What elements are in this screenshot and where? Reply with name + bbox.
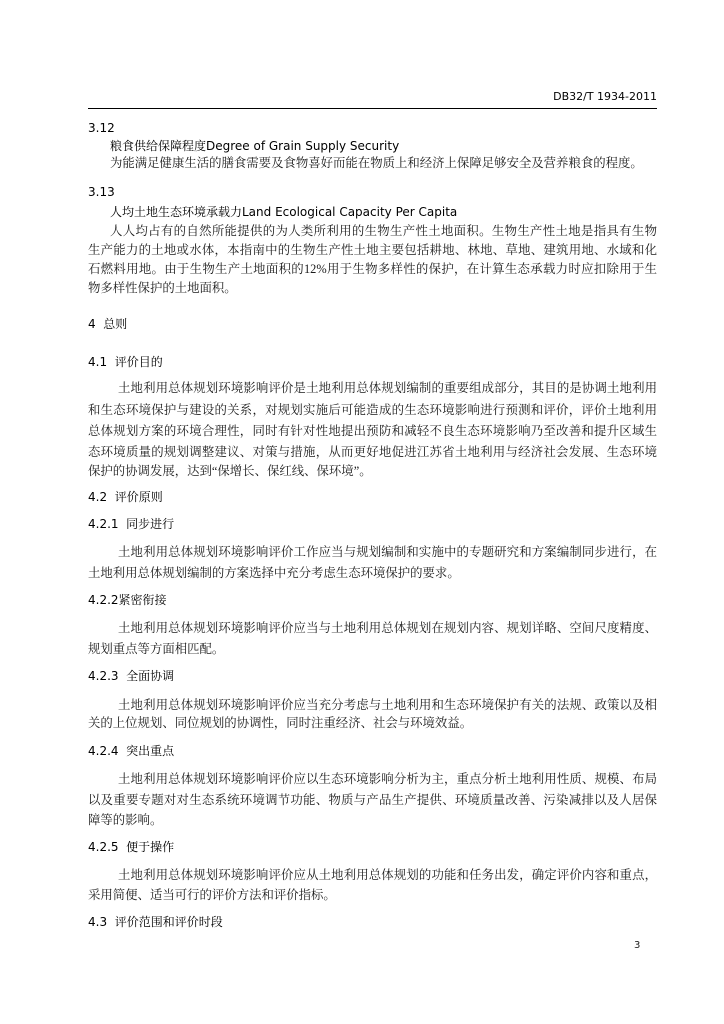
paragraph-line: 规划重点等方面相匹配。 — [88, 642, 225, 656]
header-rule — [88, 108, 657, 109]
paragraph-line: 土地利用总体规划环境影响评价应以生态环境影响分析为主，重点分析土地利用性质、规模、布局 — [118, 772, 657, 786]
paragraph-line: 采用简便、适当可行的评价方法和评价指标。 — [88, 888, 336, 902]
term-definition-line: 生产能力的土地或水体，本指南中的生物生产性土地主要包括耕地、林地、草地、建筑用地、水域和化 — [88, 243, 657, 257]
term-number: 3.13 — [88, 185, 115, 199]
clause-heading: 4.2.2紧密衔接 — [88, 593, 167, 607]
paragraph-line: 土地利用总体规划环境影响评价是土地利用总体规划编制的重要组成部分，其目的是协调土地利用 — [118, 381, 657, 395]
clause-heading: 4.2.5 便于操作 — [88, 840, 175, 854]
clause-heading: 4.2.3 全面协调 — [88, 669, 175, 683]
paragraph-line: 障等的影响。 — [88, 813, 163, 827]
paragraph-line: 总体规划方案的环境合理性，同时有针对性地提出预防和减轻不良生态环境影响乃至改善和提升区域生 — [88, 424, 657, 438]
term-title: 粮食供给保障程度Degree of Grain Supply Security — [110, 139, 400, 153]
term-title: 人均土地生态环境承载力Land Ecological Capacity Per Capita — [110, 205, 458, 219]
subsection-heading: 4.3 评价范围和评价时段 — [88, 915, 223, 929]
paragraph-line: 保护的协调发展，达到“保增长、保红线、保环境”。 — [88, 464, 372, 478]
term-number: 3.12 — [88, 121, 115, 135]
term-definition-line: 石燃料用地。由于生物生产土地面积的12%用于生物多样性的保护，在计算生态承载力时应扣除用于生 — [88, 262, 657, 276]
section-heading: 4 总则 — [88, 317, 128, 331]
document-code: DB32/T 1934-2011 — [553, 90, 657, 103]
paragraph-line: 关的上位规划、同位规划的协调性，同时注重经济、社会与环境效益。 — [88, 716, 473, 730]
term-definition-line: 物多样性保护的土地面积。 — [88, 281, 237, 295]
paragraph-line: 土地利用总体规划环境影响评价工作应当与规划编制和实施中的专题研究和方案编制同步进行，在 — [118, 545, 657, 559]
term-definition-line: 人人均占有的自然所能提供的为人类所利用的生物生产性土地面积。生物生产性土地是指具有生物 — [110, 224, 657, 238]
clause-heading: 4.2.4 突出重点 — [88, 744, 175, 758]
term-definition-line: 为能满足健康生活的膳食需要及食物喜好而能在物质上和经济上保障足够安全及营养粮食的程度。 — [110, 156, 643, 170]
paragraph-line: 态环境质量的规划调整建议、对策与措施，从而更好地促进江苏省土地利用与经济社会发展、生态环境 — [88, 445, 657, 459]
subsection-heading: 4.2 评价原则 — [88, 490, 163, 504]
paragraph-line: 土地利用总体规划环境影响评价应从土地利用总体规划的功能和任务出发，确定评价内容和重点， — [118, 868, 657, 882]
page-number: 3 — [634, 940, 641, 951]
paragraph-line: 和生态环境保护与建设的关系，对规划实施后可能造成的生态环境影响进行预测和评价，评价土地利用 — [88, 403, 657, 417]
paragraph-line: 土地利用总体规划环境影响评价应当充分考虑与土地利用和生态环境保护有关的法规、政策以及相 — [118, 698, 657, 712]
subsection-heading: 4.1 评价目的 — [88, 355, 163, 369]
paragraph-line: 土地利用总体规划编制的方案选择中充分考虑生态环境保护的要求。 — [88, 566, 460, 580]
clause-heading: 4.2.1 同步进行 — [88, 517, 175, 531]
paragraph-line: 以及重要专题对对生态系统环境调节功能、物质与产品生产提供、环境质量改善、污染减排以及人居保 — [88, 793, 657, 807]
paragraph-line: 土地利用总体规划环境影响评价应当与土地利用总体规划在规划内容、规划详略、空间尺度精度、 — [118, 621, 657, 635]
